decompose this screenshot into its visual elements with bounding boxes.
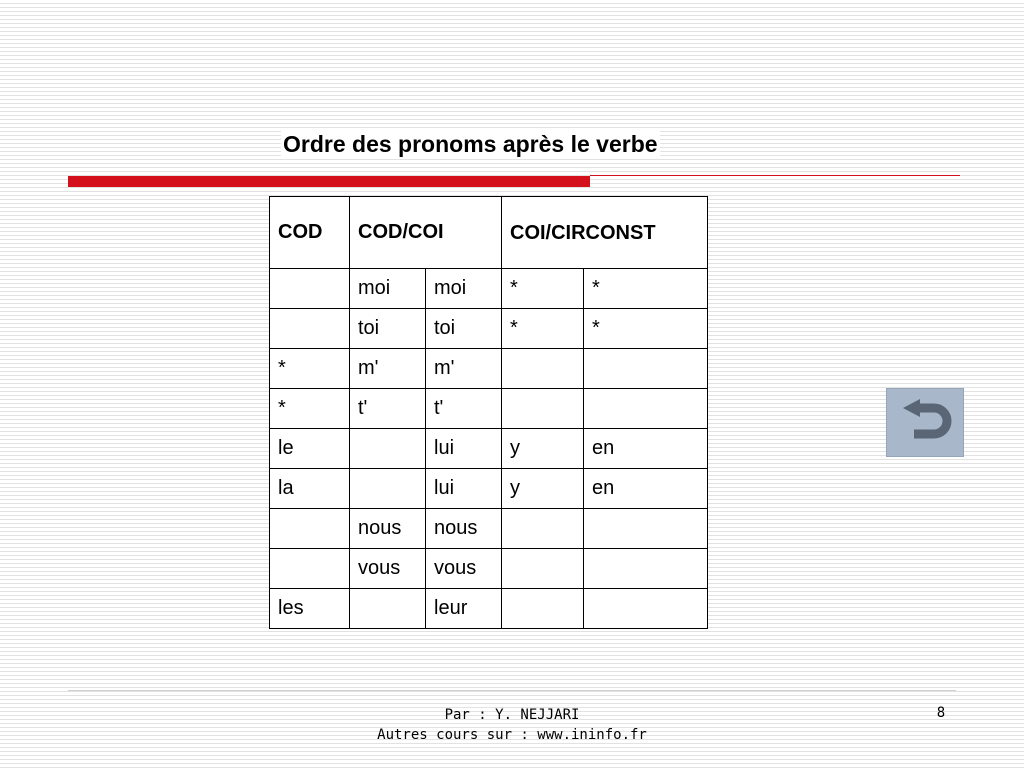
table-cell: moi: [426, 269, 502, 309]
table-cell: nous: [350, 509, 426, 549]
table-cell: *: [584, 309, 708, 349]
table-cell: y: [502, 429, 584, 469]
table-cell: lui: [426, 469, 502, 509]
footer-site: Autres cours sur : www.ininfo.fr: [377, 727, 647, 743]
table-cell: [350, 469, 426, 509]
pronoun-order-table: [269, 196, 708, 629]
table-cell: lui: [426, 429, 502, 469]
table-cell: *: [270, 389, 350, 429]
table-cell: les: [270, 589, 350, 629]
table-cell: [270, 269, 350, 309]
table-cell: [502, 349, 584, 389]
table-row: [270, 429, 708, 469]
table-header-row: [270, 197, 708, 269]
table-row: [270, 589, 708, 629]
table-cell: [350, 589, 426, 629]
table-cell: [502, 389, 584, 429]
slide-title: Ordre des pronoms après le verbe: [283, 131, 658, 157]
table-cell: [584, 509, 708, 549]
table-cell: nous: [426, 509, 502, 549]
table-row: [270, 389, 708, 429]
table-cell: y: [502, 469, 584, 509]
table-cell: [270, 549, 350, 589]
table-cell: [502, 549, 584, 589]
table-cell: m': [426, 349, 502, 389]
table-row: [270, 509, 708, 549]
table-cell: [350, 429, 426, 469]
table-cell: en: [584, 429, 708, 469]
table-cell: [270, 309, 350, 349]
table-cell: [502, 509, 584, 549]
table-cell: *: [584, 269, 708, 309]
table-cell: le: [270, 429, 350, 469]
table-cell: leur: [426, 589, 502, 629]
table-cell: *: [502, 309, 584, 349]
return-arrow-icon: [900, 399, 952, 447]
table-cell: t': [426, 389, 502, 429]
table-cell: t': [350, 389, 426, 429]
table-cell: *: [502, 269, 584, 309]
header-coi-circonst: COI/CIRCONST: [502, 197, 708, 269]
table-cell: toi: [350, 309, 426, 349]
header-cod-coi: COD/COI: [350, 197, 502, 269]
table-cell: [584, 589, 708, 629]
table-cell: toi: [426, 309, 502, 349]
table-cell: en: [584, 469, 708, 509]
table-row: [270, 349, 708, 389]
table-row: [270, 309, 708, 349]
table-row: [270, 269, 708, 309]
table-cell: [502, 589, 584, 629]
table-row: [270, 549, 708, 589]
table-cell: vous: [426, 549, 502, 589]
table-row: [270, 469, 708, 509]
table-cell: *: [270, 349, 350, 389]
header-cod: COD: [270, 197, 350, 269]
table-cell: [584, 389, 708, 429]
table-cell: [584, 349, 708, 389]
footer-author: Par : Y. NEJJARI: [444, 707, 580, 723]
footer-credits: [332, 705, 692, 745]
table-cell: [270, 509, 350, 549]
table-cell: vous: [350, 549, 426, 589]
page-number: 8: [936, 705, 946, 721]
table-cell: m': [350, 349, 426, 389]
table-cell: moi: [350, 269, 426, 309]
table-cell: la: [270, 469, 350, 509]
back-button[interactable]: [886, 388, 964, 457]
footer-divider: [68, 690, 956, 691]
title-underline-bar: [68, 176, 590, 187]
table-cell: [584, 549, 708, 589]
title-underline-line: [590, 175, 960, 176]
